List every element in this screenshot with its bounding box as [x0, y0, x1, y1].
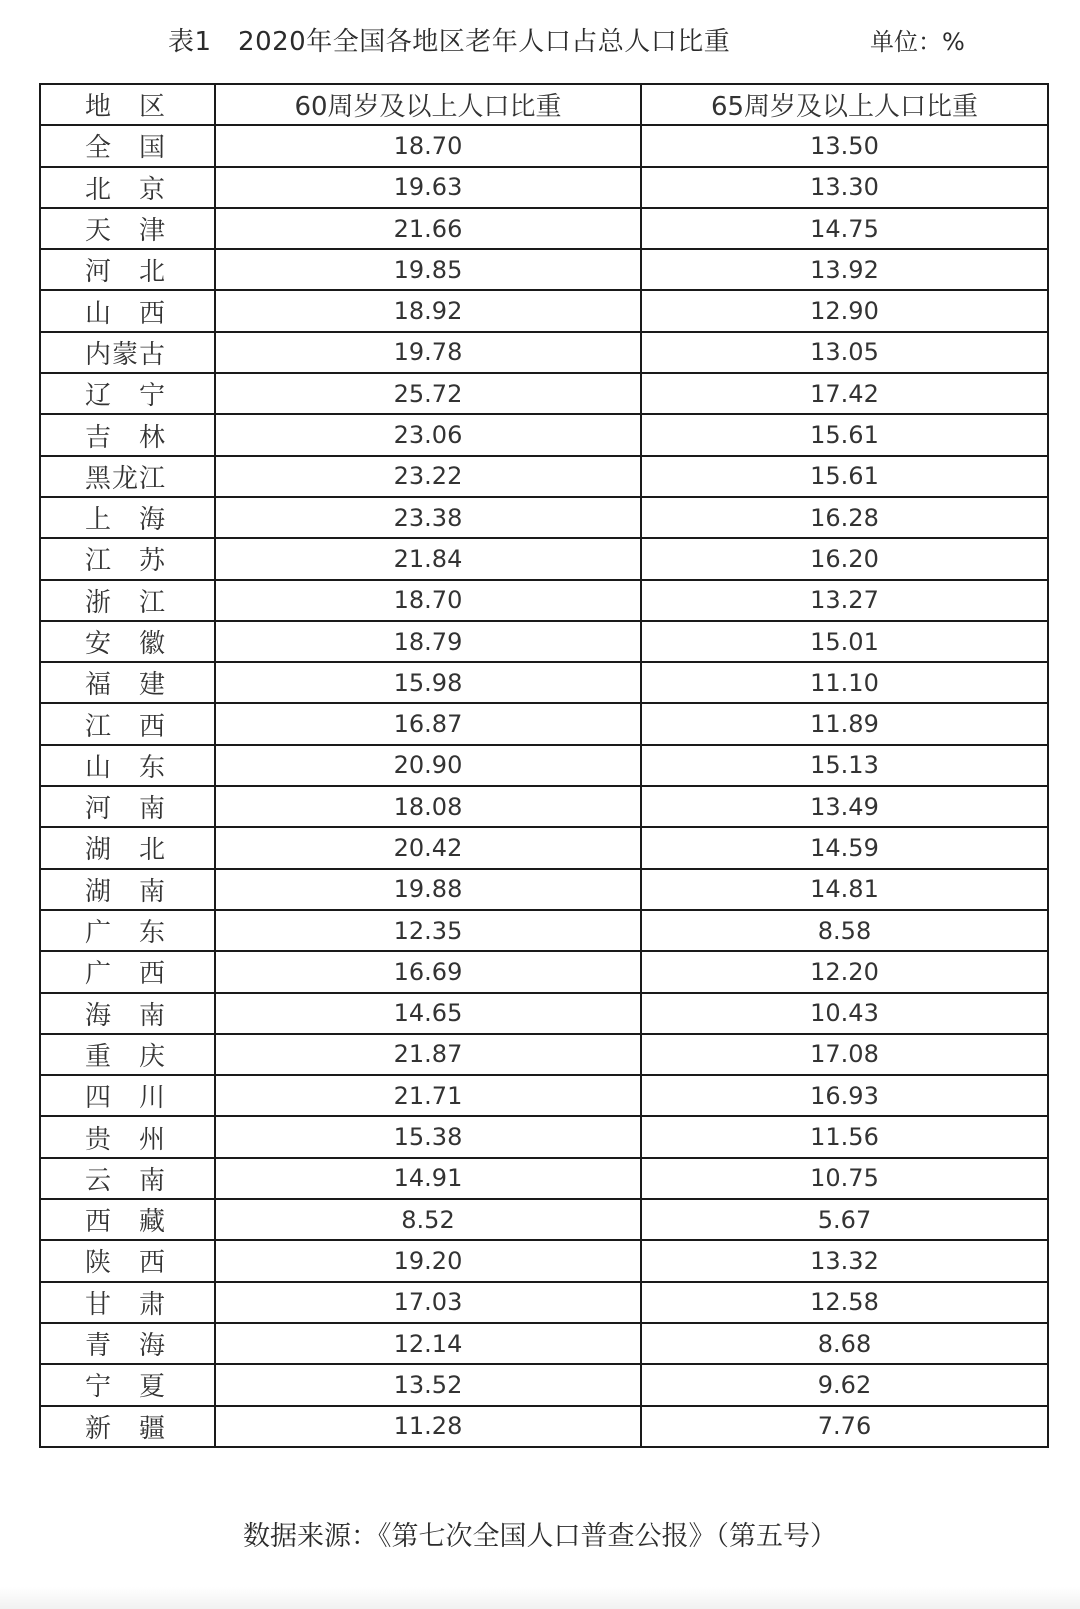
table-row [40, 827, 1048, 868]
cell-region: 西 藏 [40, 1199, 215, 1240]
header-60plus: 60周岁及以上人口比重 [215, 84, 641, 125]
cell-region: 湖 南 [40, 869, 215, 910]
table-row [40, 1282, 1048, 1323]
table-body [40, 125, 1048, 1447]
cell-60plus: 14.91 [215, 1158, 641, 1199]
cell-region: 宁 夏 [40, 1364, 215, 1405]
cell-65plus: 13.05 [641, 332, 1048, 373]
cell-region: 广 西 [40, 951, 215, 992]
cell-region: 陕 西 [40, 1240, 215, 1281]
table-row [40, 332, 1048, 373]
cell-region: 广 东 [40, 910, 215, 951]
cell-region: 北 京 [40, 167, 215, 208]
table-row [40, 580, 1048, 621]
table-row [40, 414, 1048, 455]
cell-65plus: 16.20 [641, 538, 1048, 579]
cell-65plus: 8.68 [641, 1323, 1048, 1364]
cell-60plus: 18.70 [215, 580, 641, 621]
cell-60plus: 25.72 [215, 373, 641, 414]
cell-60plus: 17.03 [215, 1282, 641, 1323]
cell-60plus: 12.14 [215, 1323, 641, 1364]
cell-60plus: 11.28 [215, 1406, 641, 1447]
cell-60plus: 15.98 [215, 662, 641, 703]
table-row [40, 208, 1048, 249]
table-row [40, 869, 1048, 910]
cell-region: 河 北 [40, 249, 215, 290]
bottom-fade [0, 1587, 1080, 1609]
header-row [40, 84, 1048, 125]
cell-65plus: 15.61 [641, 414, 1048, 455]
cell-65plus: 12.20 [641, 951, 1048, 992]
cell-65plus: 5.67 [641, 1199, 1048, 1240]
table-row [40, 1034, 1048, 1075]
cell-region: 湖 北 [40, 827, 215, 868]
cell-65plus: 9.62 [641, 1364, 1048, 1405]
cell-60plus: 15.38 [215, 1116, 641, 1157]
cell-region: 安 徽 [40, 621, 215, 662]
cell-65plus: 14.81 [641, 869, 1048, 910]
cell-60plus: 18.92 [215, 290, 641, 331]
cell-region: 黑龙江 [40, 456, 215, 497]
source-note: 数据来源：《第七次全国人口普查公报》（第五号） [243, 1521, 837, 1552]
table-title: 表1 2020年全国各地区老年人口占总人口比重 [168, 27, 731, 57]
cell-60plus: 23.38 [215, 497, 641, 538]
cell-65plus: 10.75 [641, 1158, 1048, 1199]
cell-65plus: 13.27 [641, 580, 1048, 621]
cell-65plus: 12.58 [641, 1282, 1048, 1323]
table-row [40, 1116, 1048, 1157]
cell-region: 上 海 [40, 497, 215, 538]
cell-60plus: 8.52 [215, 1199, 641, 1240]
table-row [40, 1075, 1048, 1116]
cell-region: 云 南 [40, 1158, 215, 1199]
cell-region: 山 东 [40, 745, 215, 786]
table-row [40, 662, 1048, 703]
table-row [40, 1158, 1048, 1199]
cell-65plus: 15.01 [641, 621, 1048, 662]
cell-65plus: 14.75 [641, 208, 1048, 249]
table-row [40, 497, 1048, 538]
cell-60plus: 16.69 [215, 951, 641, 992]
cell-60plus: 20.90 [215, 745, 641, 786]
title-row [0, 22, 1080, 62]
cell-60plus: 14.65 [215, 993, 641, 1034]
cell-65plus: 7.76 [641, 1406, 1048, 1447]
table-row [40, 538, 1048, 579]
cell-65plus: 11.89 [641, 703, 1048, 744]
cell-60plus: 19.85 [215, 249, 641, 290]
cell-60plus: 18.70 [215, 125, 641, 166]
cell-region: 贵 州 [40, 1116, 215, 1157]
cell-region: 山 西 [40, 290, 215, 331]
cell-region: 吉 林 [40, 414, 215, 455]
table-row [40, 786, 1048, 827]
cell-65plus: 16.93 [641, 1075, 1048, 1116]
cell-60plus: 19.78 [215, 332, 641, 373]
cell-60plus: 19.20 [215, 1240, 641, 1281]
table-row [40, 621, 1048, 662]
cell-65plus: 10.43 [641, 993, 1048, 1034]
cell-65plus: 11.56 [641, 1116, 1048, 1157]
cell-65plus: 15.61 [641, 456, 1048, 497]
table-row [40, 1199, 1048, 1240]
cell-60plus: 18.08 [215, 786, 641, 827]
cell-60plus: 16.87 [215, 703, 641, 744]
cell-region: 江 西 [40, 703, 215, 744]
cell-65plus: 17.42 [641, 373, 1048, 414]
cell-65plus: 13.30 [641, 167, 1048, 208]
table-row [40, 456, 1048, 497]
cell-region: 浙 江 [40, 580, 215, 621]
table-row [40, 290, 1048, 331]
header-65plus: 65周岁及以上人口比重 [641, 84, 1048, 125]
cell-region: 青 海 [40, 1323, 215, 1364]
cell-60plus: 19.63 [215, 167, 641, 208]
cell-60plus: 18.79 [215, 621, 641, 662]
cell-60plus: 23.22 [215, 456, 641, 497]
cell-65plus: 13.50 [641, 125, 1048, 166]
cell-60plus: 12.35 [215, 910, 641, 951]
header-region: 地 区 [40, 84, 215, 125]
cell-65plus: 13.49 [641, 786, 1048, 827]
cell-60plus: 21.71 [215, 1075, 641, 1116]
cell-region: 四 川 [40, 1075, 215, 1116]
table-row [40, 249, 1048, 290]
table-row [40, 910, 1048, 951]
table-row [40, 1364, 1048, 1405]
cell-60plus: 23.06 [215, 414, 641, 455]
cell-60plus: 19.88 [215, 869, 641, 910]
cell-region: 江 苏 [40, 538, 215, 579]
cell-region: 全 国 [40, 125, 215, 166]
table-row [40, 993, 1048, 1034]
table-row [40, 951, 1048, 992]
cell-region: 福 建 [40, 662, 215, 703]
cell-region: 海 南 [40, 993, 215, 1034]
cell-region: 天 津 [40, 208, 215, 249]
cell-65plus: 14.59 [641, 827, 1048, 868]
cell-65plus: 17.08 [641, 1034, 1048, 1075]
unit-label: 单位：% [870, 28, 965, 56]
data-table [39, 83, 1049, 1448]
cell-65plus: 8.58 [641, 910, 1048, 951]
cell-65plus: 13.92 [641, 249, 1048, 290]
table-row [40, 703, 1048, 744]
cell-region: 甘 肃 [40, 1282, 215, 1323]
cell-65plus: 13.32 [641, 1240, 1048, 1281]
cell-region: 河 南 [40, 786, 215, 827]
cell-region: 内蒙古 [40, 332, 215, 373]
cell-region: 重 庆 [40, 1034, 215, 1075]
table-row [40, 1406, 1048, 1447]
table-row [40, 745, 1048, 786]
cell-region: 辽 宁 [40, 373, 215, 414]
table-row [40, 1240, 1048, 1281]
table-row [40, 1323, 1048, 1364]
cell-60plus: 13.52 [215, 1364, 641, 1405]
table-row [40, 167, 1048, 208]
cell-65plus: 16.28 [641, 497, 1048, 538]
cell-region: 新 疆 [40, 1406, 215, 1447]
cell-60plus: 20.42 [215, 827, 641, 868]
cell-65plus: 15.13 [641, 745, 1048, 786]
cell-60plus: 21.87 [215, 1034, 641, 1075]
cell-65plus: 11.10 [641, 662, 1048, 703]
cell-60plus: 21.66 [215, 208, 641, 249]
table-row [40, 125, 1048, 166]
table-row [40, 373, 1048, 414]
cell-60plus: 21.84 [215, 538, 641, 579]
cell-65plus: 12.90 [641, 290, 1048, 331]
